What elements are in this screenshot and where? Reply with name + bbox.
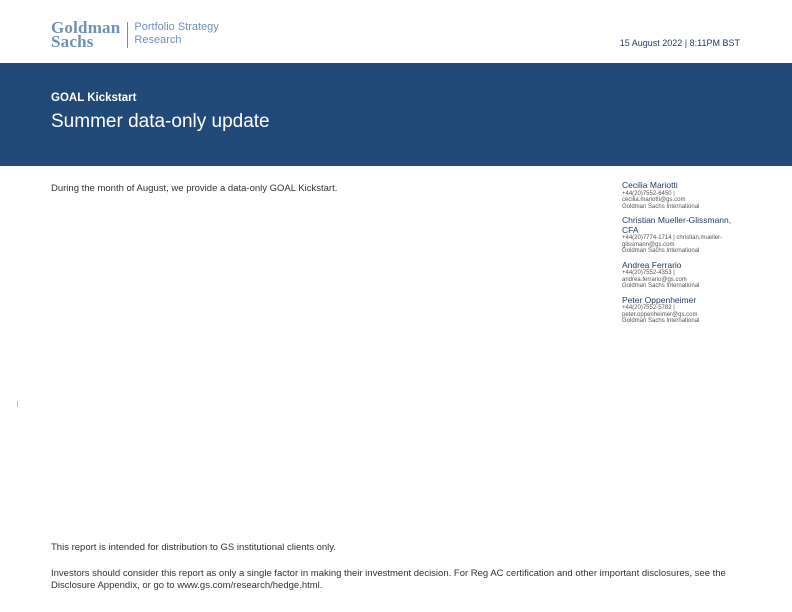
author-card [622, 181, 734, 210]
author-phone: +44(20)7552-6450 | [622, 190, 675, 197]
author-card [622, 216, 734, 255]
author-email[interactable]: glissmann@gs.com [622, 241, 675, 248]
report-title: Summer data-only update [51, 111, 270, 132]
report-dateline: 15 August 2022 | 8:11PM BST [619, 38, 740, 48]
summary-text: During the month of August, we provide a data-only GOAL Kickstart. [51, 183, 338, 194]
author-firm: Goldman Sachs International [622, 203, 700, 210]
title-banner [0, 63, 792, 166]
logo-unit-line2: Research [134, 34, 182, 46]
page-footer [51, 542, 751, 592]
author-name: Peter Oppenheimer [622, 294, 697, 305]
author-name: Andrea Ferrario [622, 259, 682, 270]
author-list [622, 181, 734, 331]
logo-unit [134, 21, 218, 47]
margin-mark [17, 401, 18, 407]
author-email[interactable]: peter.oppenheimer@gs.com [622, 311, 698, 318]
disclosure-notice: Investors should consider this report as only a single factor in making their investment decision. For Reg AC certification and other important disclosures, see the Disclosure Appendix, or go to www.gs.com/research/hedge.html. [51, 568, 726, 591]
author-email[interactable]: cecilia.mariotti@gs.com [622, 197, 686, 203]
author-card [622, 261, 734, 290]
logo-brand [51, 18, 121, 51]
author-name: Christian Mueller-Glissmann, CFA [622, 215, 732, 235]
author-firm: Goldman Sachs International [622, 248, 700, 254]
author-phone: +44(20)7774-1714 | christian.mueller- [622, 235, 723, 241]
goldman-sachs-logo [51, 18, 219, 51]
author-firm: Goldman Sachs International [622, 318, 700, 324]
author-email[interactable]: andrea.ferrario@gs.com [622, 276, 687, 283]
author-phone: +44(20)7552-4353 | [622, 270, 675, 276]
author-phone: +44(20)7552-5782 | [622, 305, 675, 311]
logo-unit-line1: Portfolio Strategy [134, 21, 219, 33]
page-header [0, 0, 792, 63]
author-name: Cecilia Mariotti [622, 180, 678, 190]
report-series: GOAL Kickstart [51, 92, 137, 104]
author-firm: Goldman Sachs International [622, 283, 700, 289]
logo-divider [127, 22, 128, 48]
logo-brand-line2: Sachs [51, 32, 94, 51]
logo-brand-line1: Goldman [51, 18, 121, 37]
author-card [622, 296, 734, 325]
distribution-notice: This report is intended for distribution to GS institutional clients only. [51, 542, 336, 553]
